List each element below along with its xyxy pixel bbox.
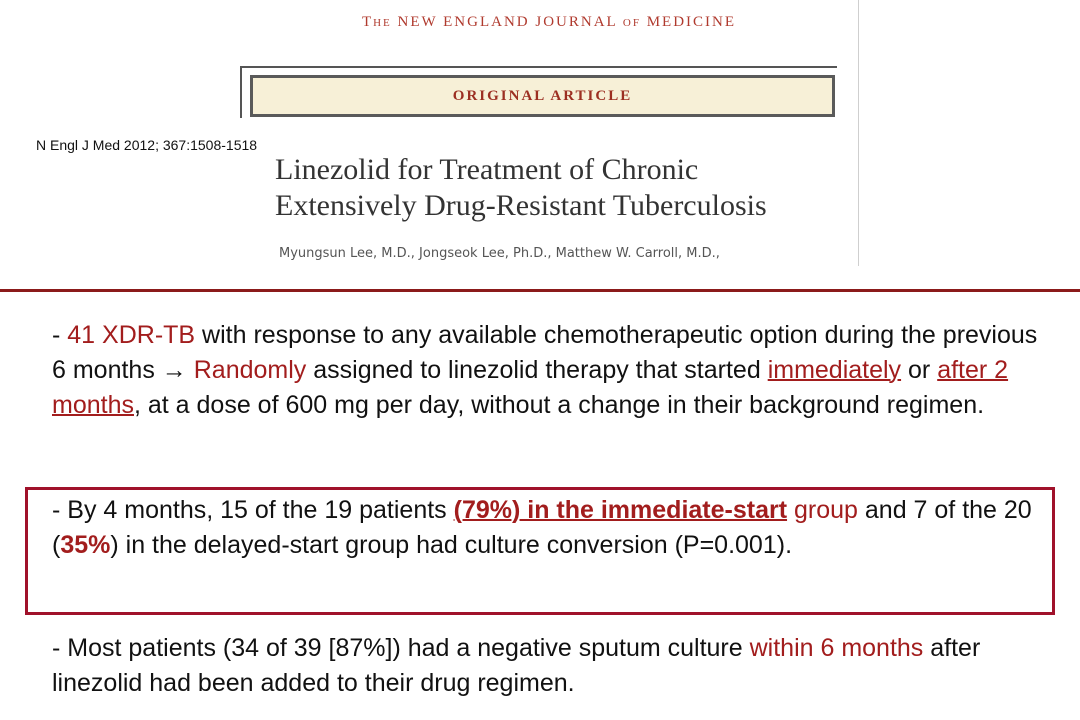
text-segment [187,356,194,384]
section-band [240,66,837,118]
text-segment: immediately [767,356,902,384]
text-segment: 41 XDR-TB [67,321,196,349]
text-segment: 35% [60,531,111,559]
text-segment: within 6 months [749,634,924,662]
section-label-box [250,75,835,117]
text-segment: after linezolid had been added to their drug regimen. [52,634,981,697]
text-segment: (79%) in the immediate-start [453,496,788,524]
article-title [275,152,835,224]
bullet-negative-culture [52,631,1042,701]
text-segment: or [901,356,938,384]
text-segment: - [52,321,68,349]
highlight-box [25,487,1055,615]
text-segment: after 2 months [52,356,1009,419]
text-segment: and 7 of the 20 ( [52,496,1032,559]
text-segment: ) in the delayed-start group had culture conversion (P=0.001). [110,531,793,559]
bullet-randomization [52,318,1042,423]
section-label: ORIGINAL ARTICLE [452,87,633,104]
text-segment: , at a dose of 600 mg per day, without a change in their background regimen. [133,391,985,419]
article-authors: Myungsun Lee, M.D., Jongseok Lee, Ph.D., Matthew W. Carroll, M.D., [279,246,720,261]
text-segment: Randomly [193,356,307,384]
article-title-line1: Linezolid for Treatment of Chronic [275,153,699,186]
text-segment: with response to any available chemotherapeutic option during the previous 6 months [52,321,1038,384]
red-divider [0,289,1080,292]
article-title-line2: Extensively Drug-Resistant Tuberculosis [275,189,767,222]
journal-name: The NEW ENGLAND JOURNAL of MEDICINE [361,14,737,30]
text-segment: assigned to linezolid therapy that started [306,356,768,384]
article-header-clip [240,0,859,266]
text-segment: - By 4 months, 15 of the 19 patients [52,496,454,524]
text-segment: group [794,496,858,524]
text-segment: - Most patients (34 of 39 [87%]) had a negative sputum culture [52,634,750,662]
text-segment: → [161,356,187,384]
citation: N Engl J Med 2012; 367:1508-1518 [36,137,258,153]
